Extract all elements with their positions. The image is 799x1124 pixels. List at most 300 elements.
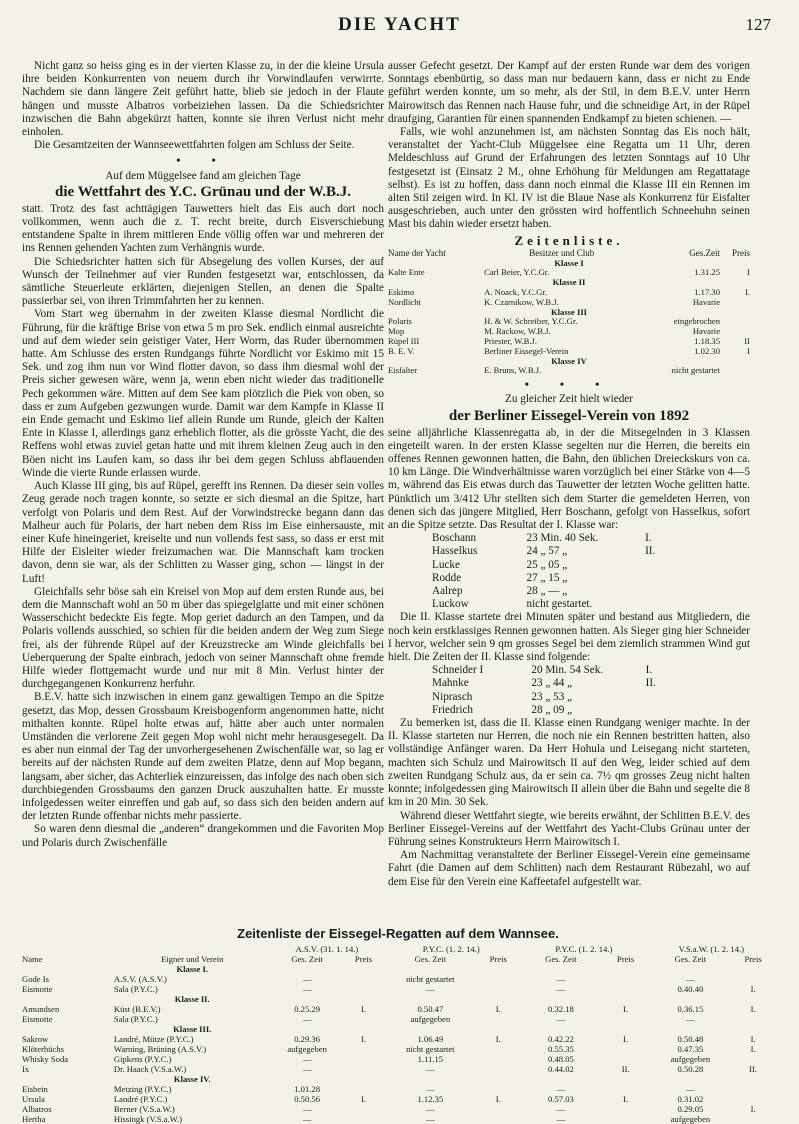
table-cell: 0.50.47 <box>417 1004 444 1014</box>
section-intro: Zu gleicher Zeit hielt wieder <box>505 393 633 406</box>
table-cell: Küst (B.E.V.) <box>113 1004 161 1014</box>
spacer-cell <box>603 994 649 1004</box>
spacer-cell <box>344 1074 384 1084</box>
list-item <box>402 664 662 677</box>
class-heading-row <box>22 1024 774 1034</box>
table-cell: — <box>686 1014 695 1024</box>
wannsee-results <box>22 926 774 1124</box>
result-cell: 25 „ 05 „ <box>526 558 568 571</box>
table-cell: I. <box>750 1034 756 1044</box>
table-row <box>22 1014 774 1024</box>
table-cell <box>732 1114 774 1124</box>
table-cell: 0.42.22 <box>548 1034 574 1044</box>
spacer-cell <box>732 1024 774 1034</box>
table-cell: 0.50.28 <box>677 1064 704 1074</box>
result-cell: Lucke <box>432 558 460 571</box>
table-cell: B. E. V. <box>388 345 415 356</box>
spacer-cell <box>22 964 114 974</box>
col-header: Ges.Zeit <box>689 247 721 258</box>
table-cell: 1.31.25 <box>694 267 721 278</box>
table-cell <box>344 1114 384 1124</box>
table-cell: I. <box>495 1034 501 1044</box>
table-row <box>22 1084 774 1094</box>
list-item <box>402 572 662 585</box>
col-header: Name der Yacht <box>388 247 446 258</box>
result-cell <box>646 691 662 704</box>
result-cell: I. <box>645 664 653 677</box>
table-cell <box>603 984 649 994</box>
table-cell: Hertha <box>22 1114 46 1124</box>
result-cell: 23 „ 44 „ <box>531 677 573 690</box>
results-class-1 <box>402 532 662 611</box>
spacer-cell <box>22 994 114 1004</box>
list-item <box>402 677 662 690</box>
table-cell: 0.25.29 <box>294 1004 320 1014</box>
class-heading: Klasse IV <box>551 355 587 366</box>
table-cell: 0.55.35 <box>548 1044 574 1054</box>
table-cell: aufgegeben <box>670 1114 711 1124</box>
table-cell <box>603 1114 649 1124</box>
table-cell: Sakrow <box>22 1034 49 1044</box>
table-row <box>22 1054 774 1064</box>
class-heading-row <box>22 1074 774 1084</box>
table-cell: Berliner Eissegel-Verein <box>484 345 569 356</box>
list-item <box>402 598 662 611</box>
table-cell: A. Noack, Y.C.Gr. <box>484 287 547 298</box>
table-cell: 0.36.15 <box>677 1004 704 1014</box>
table-cell <box>732 1014 774 1024</box>
regatta-name: V.S.a.W. (1. 2. 14.) <box>678 944 745 954</box>
table-cell: Havarie <box>692 296 721 307</box>
result-cell <box>646 704 662 717</box>
table-cell: eingebrochen <box>673 316 721 327</box>
result-cell: nicht gestartet. <box>526 598 593 611</box>
paragraph: B.E.V. hatte sich inzwischen in einem ganz gewaltigen Tempo an die Spitze gesetzt, das Mop, dessen Grossbaum Kreisbogenform angenommen hatte, nicht mithalten konnte. Rüpel holte etwas auf, hätte aber auch unter normalen Umständen die verlorene Zeit gegen Mop wohl nicht mehr herausgesegelt. Da es aber nun einmal der Tag der unvorhergesehenen Zwischenfälle war, so lag er bereits auf der nächsten Runde auf dem zweiten Platze, denn auf Mop begann, langsam, aber sicher, das Achterliek einzureissen, das infolge des nach oben sich durchbiegenden Grossbaums den ganzen Druck auszuhalten hatte. Er musste infolgedessen weiter einreffen und gab auf, so dass sich den beiden andern auf der letzten Runde offenbar nichts mehr passierte. <box>22 691 384 823</box>
section-intro: Auf dem Müggelsee fand am gleichen Tage <box>105 169 301 182</box>
table-cell: — <box>302 1064 312 1074</box>
table-cell <box>603 1044 649 1054</box>
table-cell: Nordlicht <box>388 296 421 307</box>
table-cell: Ursula <box>22 1094 45 1104</box>
result-cell: 23 Min. 40 Sek. <box>526 532 599 545</box>
table-cell: I. <box>623 1004 629 1014</box>
table-cell <box>344 984 384 994</box>
table-cell: Berner (V.S.a.W.) <box>113 1104 175 1114</box>
table-row <box>22 1114 774 1124</box>
spacer-cell <box>22 1024 114 1034</box>
table-cell: II. <box>749 1064 758 1074</box>
class-heading: Klasse III <box>550 306 588 317</box>
col-header: Preis <box>617 954 635 964</box>
table-cell: Rüpel III <box>388 336 420 347</box>
spacer-cell <box>732 964 774 974</box>
result-cell: Friedrich <box>432 703 474 716</box>
spacer-cell <box>519 994 603 1004</box>
table-cell: I. <box>750 1044 756 1054</box>
result-cell: 23 „ 53 „ <box>531 690 573 703</box>
spacer-cell <box>22 1074 114 1084</box>
table-cell: I. <box>361 1094 367 1104</box>
table-cell: Whisky Soda <box>22 1054 69 1064</box>
table-cell: I. <box>623 1094 629 1104</box>
spacer-cell <box>649 1074 733 1084</box>
table-cell: 0.29.05 <box>677 1104 704 1114</box>
spacer-cell <box>383 1024 477 1034</box>
result-cell <box>645 598 662 611</box>
table-cell: — <box>426 1064 435 1074</box>
table-cell: I. <box>623 1034 629 1044</box>
table-cell <box>477 1054 519 1064</box>
table-cell: Sala (P.Y.C.) <box>113 984 158 994</box>
result-cell: Mahnke <box>432 677 469 690</box>
table-cell: — <box>302 974 312 984</box>
class-heading: Klasse II. <box>174 994 210 1004</box>
spacer-cell <box>519 1024 603 1034</box>
table-cell: 0.48.05 <box>548 1054 574 1064</box>
table-cell: Eismotte <box>22 984 53 994</box>
table-cell <box>603 1014 649 1024</box>
separator-stars: • • <box>176 153 230 168</box>
table-cell: 1.17.30 <box>694 287 721 298</box>
table-cell: Gipkens (P.Y.C.) <box>113 1054 172 1064</box>
table-row <box>22 974 774 984</box>
table-cell: Landré (P.Y.C.) <box>113 1094 168 1104</box>
table-cell <box>720 298 750 308</box>
spacer-cell <box>732 1074 774 1084</box>
table-row <box>22 984 774 994</box>
paragraph: So waren denn diesmal die „anderen“ drangekommen und die Favoriten Mop und Polaris durch Zwischenfälle <box>22 823 384 849</box>
result-cell: 27 „ 15 „ <box>526 571 568 584</box>
result-cell: Rodde <box>432 571 462 584</box>
wannsee-results-title: Zeitenliste der Eissegel-Regatten auf dem Wannsee. <box>237 926 559 941</box>
col-header: Eigner und Verein <box>161 954 224 964</box>
table-cell: Metzing (P.Y.C.) <box>113 1084 172 1094</box>
table-cell <box>477 1044 519 1054</box>
table-cell: — <box>556 1114 566 1124</box>
spacer-cell <box>344 994 384 1004</box>
results-class-2 <box>402 664 662 717</box>
table-cell <box>344 1014 384 1024</box>
table-cell: — <box>686 974 695 984</box>
paragraph: Die Schiedsrichter hatten sich für Absegelung des vollen Kurses, der auf Wunsch der Teilnehmer auf vier Runden festgesetzt war, entschlossen, da sämtliche Steuerleute erklärten, diejenigen Stellen, an denen die Spalte passierbar sei, von ihren Trimmfahrten her zu kennen. <box>22 255 384 308</box>
paragraph: Nicht ganz so heiss ging es in der vierten Klasse zu, in der die kleine Ursula ihre beiden Konkurrenten von neuem durch ihr Vorwindlaufen verwirrte. Nachdem sie dann längere Zeit geführt hatte, blieb sie jedoch in der Flaute hängen und musste Albatros vorbeiziehen lassen. Da die Schiedsrichter inzwischen die Bahn abgekürzt hatten, konnte sie ihren Verlust nicht mehr einholen. <box>22 60 384 139</box>
col-header: Preis <box>744 954 762 964</box>
table-cell: — <box>302 984 312 994</box>
spacer-cell <box>603 1024 649 1034</box>
list-item <box>402 585 662 598</box>
paragraph: Falls, wie wohl anzunehmen ist, am nächsten Sonntag das Eis noch hält, veranstaltet der Yacht-Club Müggelsee eine Regatta um 11 Uhr, deren Meldeschluss auf Grund der Erfahrungen des letzten Sonntags auf 10 Uhr festgesetzt ist (Einsatz 2 M., ohne Erhöhung für Meldungen am Regattatage selbst). Es ist zu hoffen, dass dann noch einmal die Klasse III ein Rennen im alten Stil zeigen wird. In Kl. IV ist die Blaue Nase als Konkurrenz für Eisfalter ausgeschrieben, auch unter den grössten wird hoffentlich Schneehuhn seinen Mast bis dahin wieder ersetzt haben. <box>388 126 750 231</box>
table-cell: — <box>426 984 435 994</box>
table-cell: 0.50.56 <box>294 1094 320 1104</box>
table-cell: Ix <box>22 1064 30 1074</box>
table-cell: 1.06.49 <box>417 1034 444 1044</box>
result-cell: I. <box>645 532 652 545</box>
spacer-cell <box>383 1074 477 1084</box>
table-cell: Klöterbüchs <box>22 1044 65 1054</box>
spacer-cell <box>732 994 774 1004</box>
table-cell: Havarie <box>692 326 721 337</box>
col-header: Preis <box>489 954 507 964</box>
spacer-cell <box>271 994 344 1004</box>
table-cell <box>603 1104 649 1114</box>
table-cell <box>477 1014 519 1024</box>
table-cell: Mop <box>388 326 405 337</box>
table-cell <box>477 1114 519 1124</box>
table-cell <box>477 1084 519 1094</box>
table-cell: — <box>556 1014 566 1024</box>
table-cell: K. Czarnikow, W.B.J. <box>484 296 559 307</box>
table-row <box>388 366 750 376</box>
spacer-cell <box>519 1074 603 1084</box>
spacer-cell <box>649 994 733 1004</box>
table-cell: 0.31.02 <box>677 1094 704 1104</box>
paragraph: statt. Trotz des fast achttägigen Tauwetters hielt das Eis auch dort noch vollkommen, wenn auch die z. T. recht breite, durch Eisverschiebung entstandene Spalte in ihrem mittleren Ende völlig offen war und mehreren der ins Rennen gehenden Yachten zum Verhängnis wurde. <box>22 202 384 255</box>
zeitenliste-table <box>388 249 750 376</box>
table-cell: Carl Beier, Y.C.Gr. <box>484 267 550 278</box>
result-cell: 28 „ — „ <box>526 585 568 598</box>
table-cell <box>477 974 519 984</box>
col-header: Preis <box>354 954 373 964</box>
class-heading-row <box>22 994 774 1004</box>
table-cell: — <box>426 1104 435 1114</box>
regatta-name: P.Y.C. (1. 2. 14.) <box>555 944 613 954</box>
table-cell: Polaris <box>388 316 412 327</box>
col-header: Name <box>22 954 43 964</box>
table-cell: I. <box>495 1004 501 1014</box>
list-item <box>402 532 662 545</box>
table-cell: 1.18.35 <box>694 336 721 347</box>
paragraph: Am Nachmittag veranstaltete der Berliner Eissegel-Verein eine gemeinsame Fahrt (die Damen auf dem Schlitten) nach dem Restaurant Rübezahl, wo auf dem Eise für den Verein eine Kaffeetafel aufgestellt war. <box>388 849 750 888</box>
spacer-cell <box>477 994 519 1004</box>
table-cell: 0.32.18 <box>548 1004 574 1014</box>
table-cell: — <box>556 1084 566 1094</box>
list-item <box>402 691 662 704</box>
spacer-cell <box>344 1024 384 1034</box>
list-item <box>402 559 662 572</box>
table-cell: E. Bruns, W.B.J. <box>484 365 542 376</box>
spacer-cell <box>271 964 344 974</box>
table-cell <box>344 1044 384 1054</box>
table-cell <box>732 974 774 984</box>
table-cell: Kalte Ente <box>388 267 425 278</box>
table-cell: — <box>426 1114 435 1124</box>
result-cell: II. <box>645 545 656 558</box>
table-cell <box>477 984 519 994</box>
table-cell <box>720 366 750 376</box>
spacer-cell <box>383 964 477 974</box>
col-header: Ges. Zeit <box>414 954 447 964</box>
table-cell: Eisfalter <box>388 365 418 376</box>
class-heading: Klasse I. <box>176 964 208 974</box>
journal-title: DIE YACHT <box>338 14 461 35</box>
table-cell: I. <box>750 984 756 994</box>
result-cell: Aalrep <box>432 585 463 598</box>
table-cell: aufgegeben <box>670 1054 711 1064</box>
table-row <box>22 1094 774 1104</box>
result-cell: Boschann <box>432 532 477 545</box>
table-cell: — <box>556 1104 566 1114</box>
table-cell <box>477 1104 519 1114</box>
list-item <box>402 704 662 717</box>
result-cell <box>645 559 662 572</box>
table-cell: II. <box>621 1064 630 1074</box>
table-cell: 1.12.35 <box>417 1094 444 1104</box>
table-cell <box>603 1054 649 1064</box>
table-cell: nicht gestartet <box>406 974 455 984</box>
table-cell: — <box>302 1114 312 1124</box>
table-cell: nicht gestartet <box>406 1044 455 1054</box>
table-cell <box>344 1054 384 1064</box>
paragraph: Auch Klasse III ging, bis auf Rüpel, gerefft ins Rennen. Da dieser sein volles Zeug gerade noch tragen konnte, so setzte er sich diesmal an die Spitze, hart verfolgt von Polaris und dem Rest. Auf der Vorwindstrecke begann dann das Malheur auch für Polaris, der hart neben dem Riss im Eise einhersauste, mit einer Kufe hineingeriet, kreiselte und nun vollends fest sass, so dass er erst mit Hilfe der Eisleiter wieder freizumachen war. Die Mannschaft kam trocken davon, denn sie war, als der Schlitten zu Wasser ging, schon — längst in der Luft! <box>22 480 384 585</box>
column-header-row <box>22 954 774 964</box>
paragraph: Die Gesamtzeiten der Wannseewettfahrten folgen am Schluss der Seite. <box>34 139 355 152</box>
table-cell: Eisbein <box>22 1084 48 1094</box>
list-item <box>402 545 662 558</box>
table-row <box>22 1034 774 1044</box>
col-header: Ges. Zeit <box>545 954 577 964</box>
separator-stars: • • • <box>524 377 614 392</box>
table-row <box>22 1064 774 1074</box>
regatta-header-row <box>22 944 774 954</box>
table-cell: I. <box>744 287 750 298</box>
col-header: Preis <box>732 247 750 258</box>
table-cell <box>603 974 649 984</box>
col-header: Ges. Zeit <box>291 954 323 964</box>
table-cell: 0.40.40 <box>677 984 704 994</box>
paragraph: Die II. Klasse startete drei Minuten später und bestand aus Mitgliedern, die noch kein erstklassiges Rennen gewonnen hatten. Als Sieger ging hier Schneider I hervor, welcher sein 9 qm grosses Segel bei dem ziemlich strammen Wind gut hielt. Die Zeiten der II. Klasse sind folgende: <box>388 611 750 664</box>
spacer-cell <box>344 964 384 974</box>
table-cell: Hissingk (V.S.a.W.) <box>113 1114 182 1124</box>
paragraph: ausser Gefecht gesetzt. Der Kampf auf der ersten Runde war dem des vorigen Sonntags ebenbürtig, so dass man nur bedauern kann, dass er nicht zu Ende geführt werden konnte, um so mehr, als der Stil, in dem B.E.V. unter Herrn Mairowitsch das Rennen nach Hause fuhr, und die schneidige Art, in der Rüpel draufging, Garantien für einen spannenden Endkampf zu bieten schienen. — <box>388 60 750 125</box>
section-headline: die Wettfahrt des Y.C. Grünau und der W.B.J. <box>55 183 351 200</box>
table-cell: nicht gestartet <box>671 365 721 376</box>
table-cell: I <box>747 267 750 278</box>
result-cell: Luckow <box>432 598 469 611</box>
spacer-cell <box>477 1024 519 1034</box>
table-cell: I. <box>495 1094 501 1104</box>
zeitenliste-title: Zeitenliste. <box>514 232 624 248</box>
result-cell: Schneider I <box>432 664 484 677</box>
table-cell: Amundsen <box>22 1004 60 1014</box>
spacer-cell <box>271 1074 344 1084</box>
wannsee-results-table <box>22 944 774 1124</box>
table-cell <box>732 1084 774 1094</box>
table-cell: Priester, W.B.J. <box>484 336 538 347</box>
table-cell: I. <box>361 1034 367 1044</box>
table-cell: A.S.V. (A.S.V.) <box>113 974 167 984</box>
table-cell: 0.57.03 <box>548 1094 574 1104</box>
table-row <box>22 1044 774 1054</box>
table-cell <box>344 1084 384 1094</box>
table-cell: H. & W. Schreiber, Y.C.Gr. <box>484 316 578 327</box>
spacer-cell <box>649 964 733 974</box>
table-cell: 1.11.15 <box>417 1054 444 1064</box>
table-cell: Eismotte <box>22 1014 53 1024</box>
table-row <box>22 1004 774 1014</box>
table-cell <box>344 974 384 984</box>
table-cell <box>344 1064 384 1074</box>
regatta-name: A.S.V. (31. 1. 14.) <box>295 944 359 954</box>
table-cell: I. <box>750 1104 756 1114</box>
result-cell: 28 „ 09 „ <box>531 703 573 716</box>
table-cell <box>720 317 750 327</box>
table-cell: Albatros <box>22 1104 52 1114</box>
table-cell: I. <box>750 1004 756 1014</box>
paragraph: Während dieser Wettfahrt siegte, wie bereits erwähnt, der Schlitten B.E.V. des Berliner Eissegel-Vereins auf der Wettfahrt des Yacht-Clubs Grünau unter der Führung seines Konstrukteurs Herrn Mairowitsch I. <box>388 809 750 848</box>
table-cell: 0.47.35 <box>677 1044 704 1054</box>
table-cell: aufgegeben <box>287 1044 327 1054</box>
spacer-cell <box>603 1074 649 1084</box>
table-cell: Landré, Mütze (P.Y.C.) <box>113 1034 194 1044</box>
table-row <box>22 1104 774 1114</box>
table-cell: II <box>744 336 750 347</box>
table-cell: 0.44.02 <box>548 1064 574 1074</box>
table-cell: I. <box>361 1004 367 1014</box>
spacer-cell <box>603 964 649 974</box>
left-column <box>22 60 384 920</box>
table-cell: I <box>747 345 750 356</box>
paragraph: Gleichfalls sehr böse sah ein Kreisel von Mop auf dem ersten Runde aus, bei dem die Mannschaft wohl an 50 m über das spiegelglatte und mit einer schönen Wasserschicht bedeckte Eis fegte. Mop geriet dadurch an den Tampen, und da Polaris vollends ausschied, so schien für die beiden andern der Weg zum Siege frei, als der führende Rüpel auf der Kreuzstrecke am Winde gleichfalls bei Ueberquerung der Spalte einbrach, jedoch von seiner Mannschaft ohne fremde Hilfe wieder flottgemacht wurde und nur mit 8 Min. Verlust hinter der durchgegangenen Konkurrenz herfuhr. <box>22 585 384 691</box>
result-cell: II. <box>645 677 656 690</box>
spacer-cell <box>271 1024 344 1034</box>
table-cell: Eskimo <box>388 287 415 298</box>
result-cell <box>645 585 662 598</box>
table-cell: — <box>302 1104 312 1114</box>
table-cell <box>477 1064 519 1074</box>
section-headline: der Berliner Eissegel-Verein von 1892 <box>448 407 690 424</box>
table-cell: M. Rackow, W.B.J. <box>484 326 551 337</box>
table-cell: — <box>302 1014 312 1024</box>
table-cell: Gode Is <box>22 974 49 984</box>
table-cell: — <box>302 1054 312 1064</box>
table-cell: aufgegeben <box>410 1014 451 1024</box>
class-heading: Klasse II <box>552 277 586 288</box>
paragraph: seine alljährliche Klassenregatta ab, in der die Mitsegelnden in 3 Klassen eingeteilt waren. In der ersten Klasse segelten nur die Herren, die bereits ein offenes Rennen gewonnen hatten, die Bahn, den üblichen Dreieckskurs von ca. 10 km Länge. Die Windverhältnisse waren vorzüglich bei einer Stärke von 4—5 m, während das Eis etwas durch das Tauwetter der letzten Woche gelitten hatte. Pünktlich um 3/412 Uhr stellten sich dem Starter die gemeldeten Herren, von denen sich das jüngere Mitglied, Herr Boschann, gefolgt von Hasselkus, sofort an die Spitze setzte. Das Resultat der I. Klasse war: <box>388 426 750 532</box>
table-cell: Dr. Haack (V.S.a.W.) <box>113 1064 187 1074</box>
paragraph: Vom Start weg übernahm in der zweiten Klasse diesmal Nordlicht die Führung, für die kräftige Brise von etwa 5 m pro Sek. endlich einmal ausreichte und auf dem wieder sein geistiger Vater, Herr Worm, das Ruder übernommen hatte. Am Schlusse des ersten Rundgangs führte Nordlicht vor Eskimo mit 15 Sek. und zog ihm nun vor Wind flotter davon, so dass ihm diesmal wohl der Preis sicher gewesen wäre, wenn ja, wenn eben nicht wieder das traditionelle Pech gekommen wäre. Mitten auf dem See kam plötzlich die Piek von oben, so dass er zum Aufgeben gezwungen wurde. Damit war dem Kampfe in Klasse II ein Ende gemacht und Eskimo lief allein Runde um Runde, gleich der Kalten Ente in Klasse I, allerdings ganz erheblich flotter, als die grösste Yacht, die des Reffens wohl etwas zuviel getan hatte und mit ihrem kleinen Zeug auch in den Böen nicht ins Laufen kam, so dass ihr bei dem gegen Schluss abflauenden Winde die vierte Runde erlassen wurde. <box>22 308 384 479</box>
result-cell: Hasselkus <box>432 545 478 558</box>
class-heading: Klasse IV. <box>173 1074 211 1084</box>
spacer-cell <box>477 964 519 974</box>
result-cell <box>645 572 662 585</box>
result-cell: 24 „ 57 „ <box>526 545 568 558</box>
right-column <box>388 60 750 920</box>
table-cell: 0.50.48 <box>677 1034 704 1044</box>
class-heading: Klasse I <box>554 257 584 268</box>
class-heading-row <box>22 964 774 974</box>
table-cell: 1.01.28 <box>294 1084 320 1094</box>
table-cell: — <box>556 974 566 984</box>
table-cell <box>732 1094 774 1104</box>
table-cell <box>603 1084 649 1094</box>
page-number: 127 <box>745 15 771 34</box>
table-cell: Sala (P.Y.C.) <box>113 1014 158 1024</box>
table-cell: — <box>556 984 566 994</box>
paragraph: Zu bemerken ist, dass die II. Klasse einen Rundgang weniger machte. In der II. Klasse starteten nur Herren, die noch nie ein Rennen bestritten hatten, also vollständige Anfänger waren. Da Herr Hohula und Leisegang nicht starteten, machten sich Schulz und Mairowitsch II auf den Weg, leider schied auf dem zweiten Rundgang Schulz aus, da er sein ca. 7½ qm grosses Zeug nicht halten konnte; infolgedessen ging Mairowitsch II allein über die Bahn und segelte die 8 km in 20 Min. 30 Sek. <box>388 717 750 809</box>
table-cell: — <box>686 1084 695 1094</box>
spacer-cell <box>383 994 477 1004</box>
spacer-cell <box>477 1074 519 1084</box>
table-cell: — <box>426 1084 435 1094</box>
col-header: Besitzer und Club <box>529 247 595 258</box>
table-cell <box>344 1104 384 1114</box>
table-cell <box>732 1054 774 1064</box>
col-header: Ges. Zeit <box>674 954 707 964</box>
regatta-name: P.Y.C. (1. 2. 14.) <box>422 944 480 954</box>
table-cell: 0.29.36 <box>294 1034 320 1044</box>
class-heading: Klasse III. <box>173 1024 212 1034</box>
table-cell: Warning, Brüning (A.S.V.) <box>113 1044 207 1054</box>
